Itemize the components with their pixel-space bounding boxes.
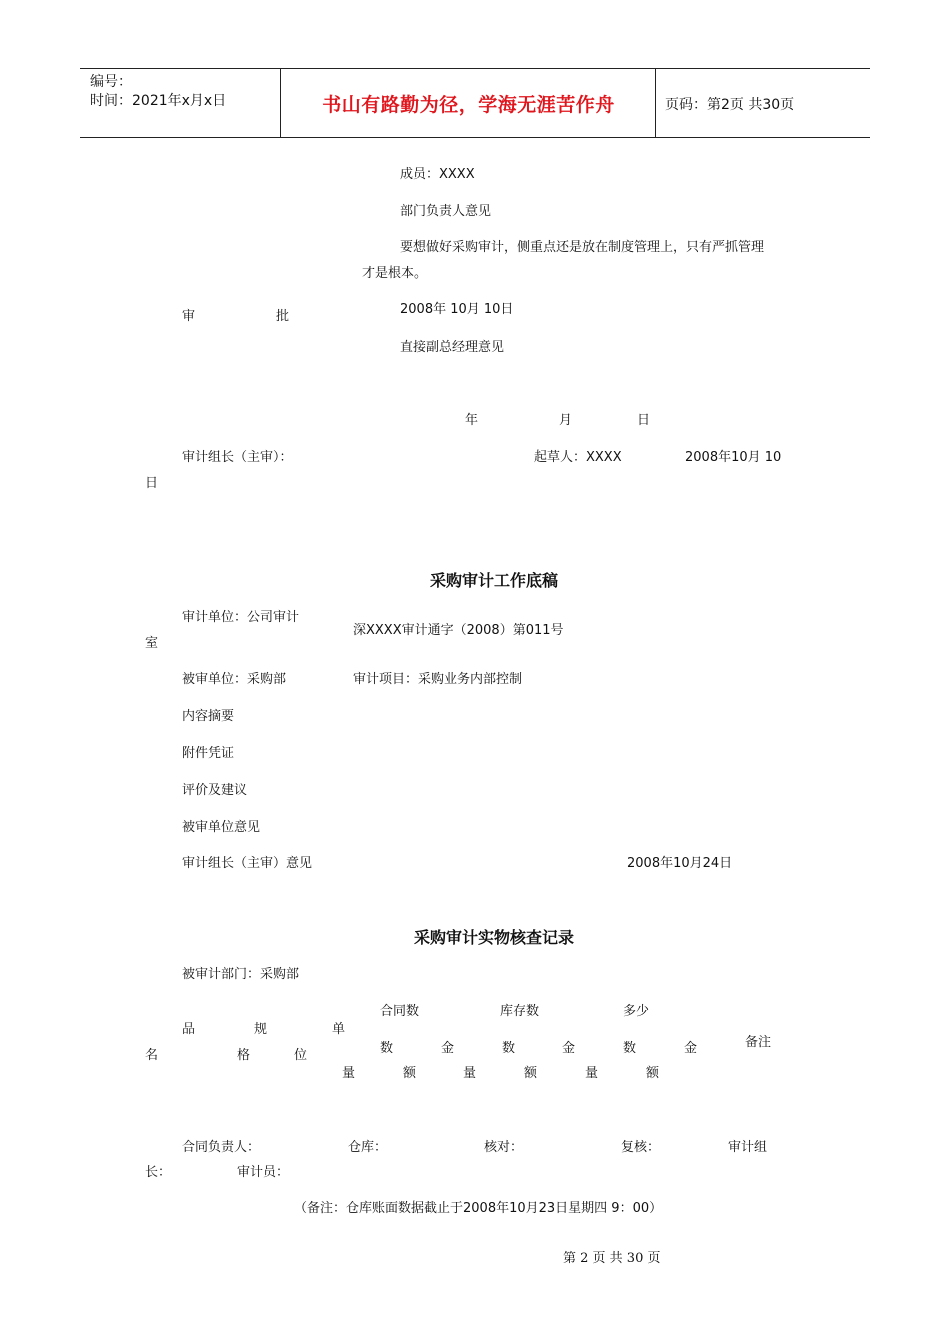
page-footer: 第 2 页 共 30 页 — [563, 1251, 661, 1266]
col-wei: 位 — [294, 1048, 308, 1063]
sig-contract-owner: 合同负责人： — [182, 1140, 261, 1155]
sig-leader: 审计组 — [728, 1140, 768, 1155]
blank-month: 月 — [559, 413, 573, 428]
audited-dept: 被审计部门：采购部 — [182, 967, 300, 982]
sub-stock-amt-jin: 金 — [562, 1041, 576, 1056]
dept-head-opinion: 部门负责人意见 — [400, 204, 492, 219]
header-divider-left — [280, 69, 281, 137]
sub-stock-amt-e: 额 — [524, 1066, 538, 1081]
col-remark: 备注 — [745, 1035, 772, 1050]
sig-review: 复核： — [621, 1140, 661, 1155]
audit-unit: 审计单位：公司审计 — [182, 610, 300, 625]
evaluation: 评价及建议 — [182, 783, 248, 798]
opinion-line-2: 才是根本。 — [362, 266, 428, 281]
group-diff: 多少 — [623, 1004, 650, 1019]
sub-contract-amt-jin: 金 — [441, 1041, 455, 1056]
page-header — [80, 68, 870, 138]
draft-date-cont: 日 — [145, 476, 159, 491]
col-pin: 品 — [182, 1022, 196, 1037]
col-ming: 名 — [145, 1048, 159, 1063]
header-time: 时间：2021年x月x日 — [90, 93, 227, 109]
group-stock: 库存数 — [500, 1004, 540, 1019]
inspection-note: （备注：仓库账面数据截止于2008年10月23日星期四 9：00） — [294, 1201, 663, 1216]
group-contract: 合同数 — [380, 1004, 420, 1019]
sig-leader-cont: 长： — [145, 1165, 172, 1180]
inspection-title: 采购审计实物核查记录 — [413, 928, 574, 947]
sub-contract-qty-shu: 数 — [380, 1041, 394, 1056]
team-leader: 审计组长（主审）： — [182, 450, 293, 465]
blank-day: 日 — [637, 413, 651, 428]
sig-warehouse: 仓库： — [348, 1140, 388, 1155]
sub-stock-qty-shu: 数 — [502, 1041, 516, 1056]
worksheet-date: 2008年10月24日 — [627, 856, 733, 871]
draft-date: 2008年10月 10 — [685, 450, 782, 465]
approval-date: 2008年 10月 10日 — [400, 302, 514, 317]
worksheet-title: 采购审计工作底稿 — [429, 571, 558, 590]
header-slogan: 书山有路勤为径，学海无涯苦作舟 — [322, 93, 615, 116]
audited-unit-opinion: 被审单位意见 — [182, 820, 261, 835]
col-gui: 规 — [254, 1022, 268, 1037]
header-divider-right — [655, 69, 656, 137]
header-number: 编号： — [90, 74, 132, 90]
sig-auditor: 审计员： — [237, 1165, 290, 1180]
sub-contract-qty-liang: 量 — [342, 1066, 356, 1081]
audit-unit-cont: 室 — [145, 636, 159, 651]
header-page-info: 页码：第2页 共30页 — [665, 97, 795, 113]
members: 成员：XXXX — [400, 167, 475, 182]
audit-item: 审计项目：采购业务内部控制 — [353, 672, 523, 687]
audited-unit: 被审单位：采购部 — [182, 672, 287, 687]
vp-opinion: 直接副总经理意见 — [400, 340, 505, 355]
drafter: 起草人：XXXX — [534, 450, 622, 465]
col-ge: 格 — [237, 1048, 251, 1063]
attachments: 附件凭证 — [182, 746, 235, 761]
sub-stock-qty-liang: 量 — [463, 1066, 477, 1081]
opinion-line-1: 要想做好采购审计，侧重点还是放在制度管理上，只有严抓管理 — [400, 240, 765, 255]
document-number: 深XXXX审计通字（2008）第011号 — [353, 623, 564, 638]
sig-check: 核对： — [484, 1140, 524, 1155]
content-summary: 内容摘要 — [182, 709, 235, 724]
blank-year: 年 — [465, 413, 479, 428]
label-shen: 审 — [182, 309, 196, 324]
col-dan: 单 — [332, 1022, 346, 1037]
sub-diff-qty-liang: 量 — [585, 1066, 599, 1081]
label-pi: 批 — [276, 309, 290, 324]
sub-diff-amt-e: 额 — [646, 1066, 660, 1081]
sub-diff-amt-jin: 金 — [684, 1041, 698, 1056]
sub-diff-qty-shu: 数 — [623, 1041, 637, 1056]
leader-opinion: 审计组长（主审）意见 — [182, 856, 313, 871]
sub-contract-amt-e: 额 — [403, 1066, 417, 1081]
header-meta — [90, 73, 226, 111]
